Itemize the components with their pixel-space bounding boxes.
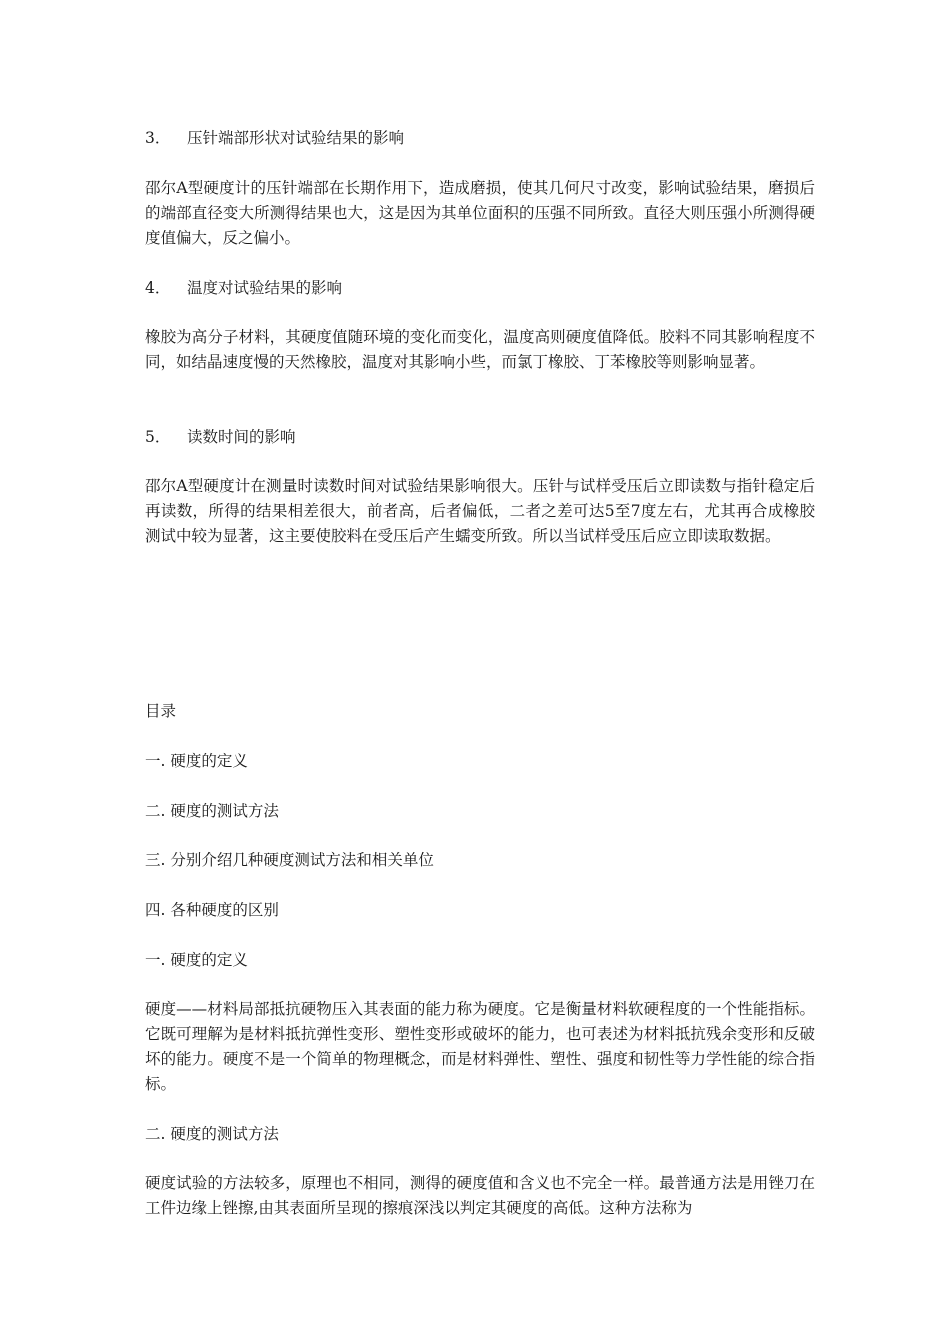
paragraph-test-methods: 硬度试验的方法较多，原理也不相同，测得的硬度值和含义也不完全一样。最普通方法是用锉刀在工件边缘上锉擦,由其表面所呈现的擦痕深浅以判定其硬度的高低。这种方法称为 [145, 1174, 815, 1217]
toc-item: 一. 硬度的定义 [145, 752, 248, 770]
paragraph-section-4: 橡胶为高分子材料，其硬度值随环境的变化而变化，温度高则硬度值降低。胶料不同其影响程度不同，如结晶速度慢的天然橡胶，温度对其影响小些，而氯丁橡胶、丁苯橡胶等则影响显著。 [145, 328, 815, 371]
section-number: 5． [145, 428, 171, 446]
section-title-definition: 一. 硬度的定义 [145, 951, 248, 969]
section-title: 压针端部形状对试验结果的影响 [187, 129, 405, 147]
section-number: 3． [145, 129, 171, 147]
toc-title: 目录 [145, 702, 177, 720]
toc-item: 四. 各种硬度的区别 [145, 901, 279, 919]
section-title: 读数时间的影响 [187, 428, 296, 446]
section-heading-4 [145, 276, 815, 301]
section-heading-3 [145, 126, 815, 151]
section-heading-5 [145, 425, 815, 450]
toc-item: 二. 硬度的测试方法 [145, 802, 279, 820]
toc-item: 三. 分别介绍几种硬度测试方法和相关单位 [145, 851, 434, 869]
section-number: 4． [145, 279, 171, 297]
paragraph-definition: 硬度——材料局部抵抗硬物压入其表面的能力称为硬度。它是衡量材料软硬程度的一个性能指标。它既可理解为是材料抵抗弹性变形、塑性变形或破坏的能力，也可表述为材料抵抗残余变形和反破坏的能力。硬度不是一个简单的物理概念，而是材料弹性、塑性、强度和韧性等力学性能的综合指标。 [145, 1000, 815, 1093]
paragraph-section-3: 邵尔A型硬度计的压针端部在长期作用下，造成磨损，使其几何尺寸改变，影响试验结果，磨损后的端部直径变大所测得结果也大，这是因为其单位面积的压强不同所致。直径大则压强小所测得硬度值偏大，反之偏小。 [145, 179, 815, 247]
paragraph-section-5: 邵尔A型硬度计在测量时读数时间对试验结果影响很大。压针与试样受压后立即读数与指针稳定后再读数，所得的结果相差很大，前者高，后者偏低，二者之差可达5至7度左右，尤其再合成橡胶测试中较为显著，这主要使胶料在受压后产生蠕变所致。所以当试样受压后应立即读取数据。 [145, 477, 815, 545]
section-title-test-methods: 二. 硬度的测试方法 [145, 1125, 279, 1143]
section-title: 温度对试验结果的影响 [187, 279, 343, 297]
